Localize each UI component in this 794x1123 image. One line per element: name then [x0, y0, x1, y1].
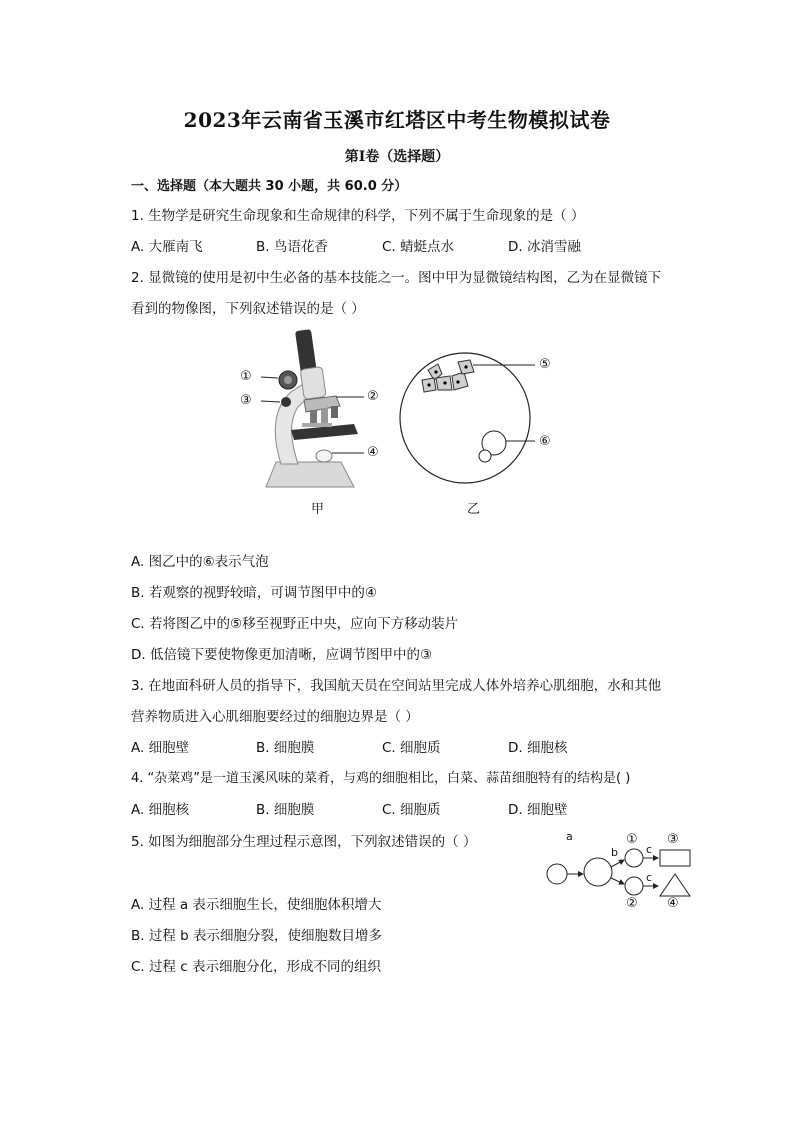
q1-option-d: D. 冰消雪融	[508, 239, 581, 255]
figure-jia-label: 甲	[311, 502, 325, 517]
diagram-marker-3: ③	[667, 832, 679, 847]
marker-3: ③	[240, 393, 252, 408]
q5-stem: 5. 如图为细胞部分生理过程示意图，下列叙述错误的（ ）	[131, 834, 477, 850]
q3-option-d: D. 细胞核	[508, 740, 568, 756]
marker-2: ②	[367, 389, 379, 404]
q1-stem: 1. 生物学是研究生命现象和生命规律的科学，下列不属于生命现象的是（ ）	[131, 208, 585, 224]
q2-option-d: D. 低倍镜下要使物像更加清晰，应调节图甲中的③	[131, 647, 433, 663]
q1-option-a: A. 大雁南飞	[131, 239, 203, 255]
q4-option-c: C. 细胞质	[382, 802, 441, 818]
diagram-label-c2: c	[646, 871, 653, 884]
section-heading: 一、选择题（本大题共 30 小题，共 60.0 分）	[131, 179, 408, 194]
q3-option-a: A. 细胞壁	[131, 740, 190, 756]
q3-option-c: C. 细胞质	[382, 740, 441, 756]
q2-option-a: A. 图乙中的⑥表示气泡	[131, 554, 269, 570]
diagram-marker-2: ②	[626, 896, 638, 911]
diagram-label-a: a	[566, 830, 573, 843]
page-title: 2023年云南省玉溪市红塔区中考生物模拟试卷	[183, 108, 611, 132]
figure-yi-label: 乙	[467, 502, 481, 517]
q5-option-b: B. 过程 b 表示细胞分裂，使细胞数目增多	[131, 928, 382, 944]
q5-option-a: A. 过程 a 表示细胞生长，使细胞体积增大	[131, 897, 382, 913]
q2-stem-line2: 看到的物像图，下列叙述错误的是（ ）	[131, 301, 365, 317]
q4-option-b: B. 细胞膜	[256, 802, 315, 818]
q4-option-a: A. 细胞核	[131, 802, 190, 818]
q3-option-b: B. 细胞膜	[256, 740, 315, 756]
q3-stem-line1: 3. 在地面科研人员的指导下，我国航天员在空间站里完成人体外培养心肌细胞，水和其他	[131, 678, 662, 694]
diagram-label-b: b	[611, 846, 618, 859]
diagram-marker-4: ④	[667, 896, 679, 911]
marker-1: ①	[240, 369, 252, 384]
diagram-label-c1: c	[646, 843, 653, 856]
q2-stem-line1: 2. 显微镜的使用是初中生必备的基本技能之一。图中甲为显微镜结构图，乙为在显微镜下	[131, 270, 662, 286]
q2-option-c: C. 若将图乙中的⑤移至视野正中央，应向下方移动装片	[131, 616, 459, 632]
q2-option-b: B. 若观察的视野较暗，可调节图甲中的④	[131, 585, 377, 601]
q4-option-d: D. 细胞壁	[508, 802, 568, 818]
marker-4: ④	[367, 445, 379, 460]
marker-6: ⑥	[539, 434, 551, 449]
q1-option-b: B. 鸟语花香	[256, 239, 328, 255]
q4-stem: 4. “杂菜鸡”是一道玉溪风味的菜肴，与鸡的细胞相比，白菜、蒜苗细胞特有的结构是( )	[131, 771, 631, 786]
q3-stem-line2: 营养物质进入心肌细胞要经过的细胞边界是（ ）	[131, 709, 419, 725]
field-of-view-figure	[398, 348, 538, 488]
marker-5: ⑤	[539, 357, 551, 372]
q5-option-c: C. 过程 c 表示细胞分化，形成不同的组织	[131, 959, 382, 975]
microscope-figure	[236, 322, 396, 497]
page-subtitle: 第Ⅰ卷（选择题）	[344, 149, 450, 165]
q1-option-c: C. 蜻蜓点水	[382, 239, 455, 255]
diagram-marker-1: ①	[626, 832, 638, 847]
